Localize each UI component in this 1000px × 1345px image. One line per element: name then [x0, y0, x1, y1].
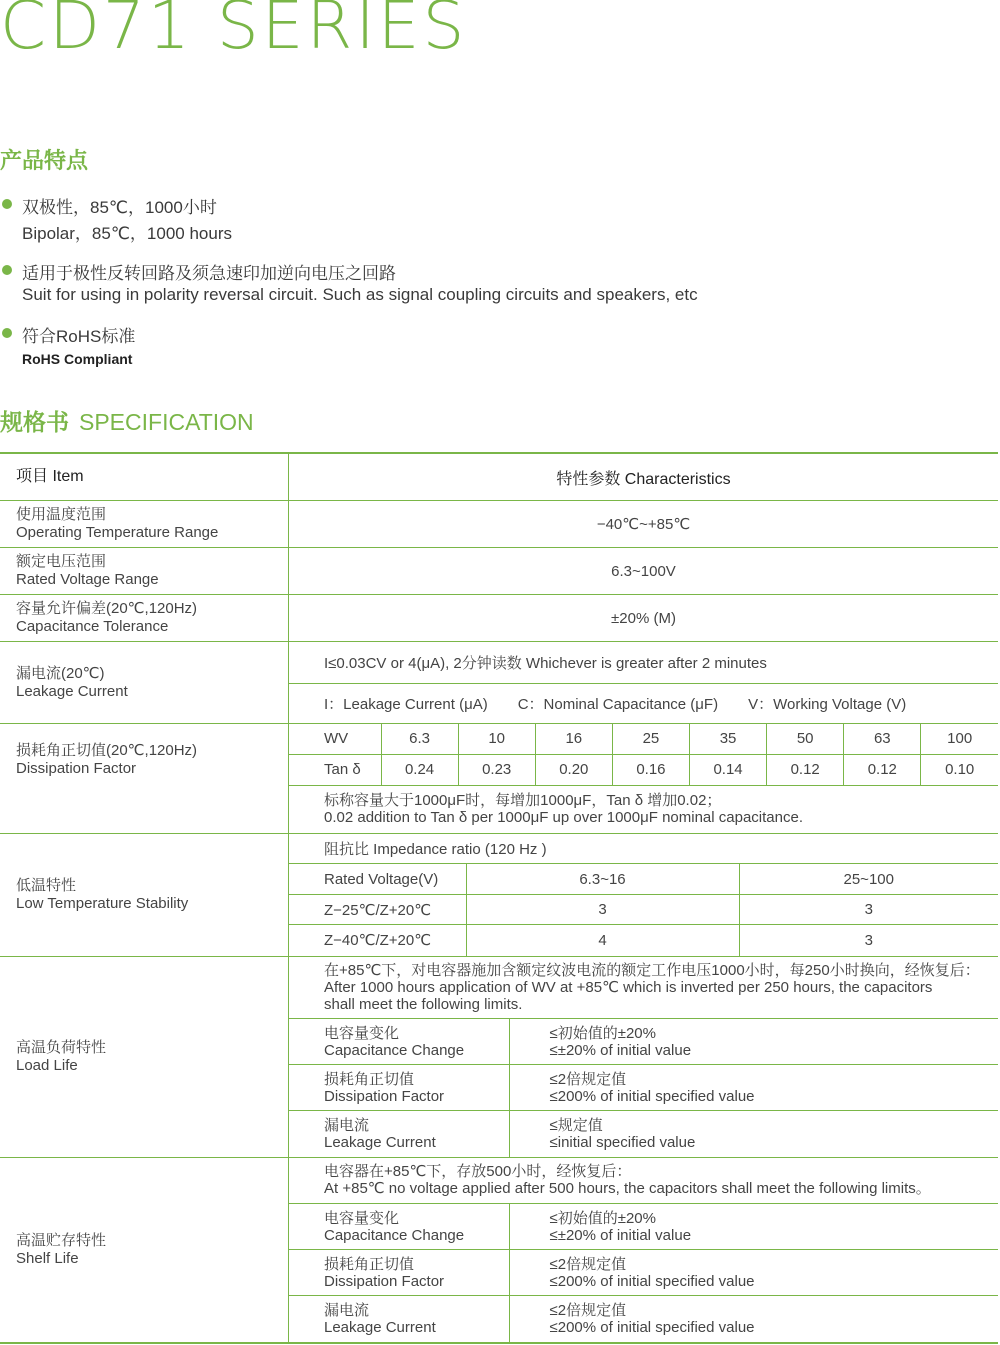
desc-zh: 电容器在+85℃下，存放500小时，经恢复后：: [324, 1163, 632, 1181]
note-en: 0.02 addition to Tan δ per 1000μF up over 1000μF nominal capacitance.: [324, 809, 803, 827]
shelf-row-value: [509, 1250, 998, 1296]
leakage-inner-table: [289, 642, 998, 723]
impedance-row-label: Z−40℃/Z+20℃: [289, 925, 466, 956]
load-life-cell: [289, 956, 999, 1157]
spec-table: [0, 452, 998, 1344]
label-en: Dissipation Factor: [324, 1272, 445, 1290]
wv-cell: 63: [844, 724, 921, 754]
spec-row-shelf-life: [0, 1157, 998, 1343]
item-en: Rated Voltage Range: [16, 571, 159, 588]
tan-cell: 0.10: [921, 754, 998, 785]
desc-zh: 在+85℃下，对电容器施加含额定纹波电流的额定工作电压1000小时，每250小时换向，经恢复后：: [324, 961, 980, 979]
label-zh: 漏电流: [324, 1301, 370, 1319]
desc-en: shall meet the following limits.: [324, 995, 523, 1013]
value-en: ≤±20% of initial value: [549, 1226, 692, 1244]
item-cell: [0, 548, 289, 595]
value-en: ≤initial specified value: [549, 1133, 696, 1151]
value-en: ≤±20% of initial value: [549, 1041, 692, 1059]
wv-label: WV: [289, 724, 381, 754]
wv-cell: 16: [535, 724, 612, 754]
item-cell: [0, 833, 289, 956]
item-zh: 高温负荷特性: [16, 1038, 107, 1056]
wv-cell: 25: [612, 724, 689, 754]
load-row-value: [509, 1111, 998, 1157]
spec-row-tolerance: [0, 595, 998, 642]
item-cell: [0, 956, 289, 1157]
wv-cell: 100: [947, 730, 973, 748]
tan-cell: 0.12: [844, 754, 921, 785]
impedance-value: 3: [466, 895, 739, 925]
item-zh: 漏电流(20℃): [16, 664, 105, 682]
spec-row-temperature: [0, 501, 998, 548]
item-cell: [0, 595, 289, 642]
feature-en: Suit for using in polarity reversal circuit. Such as signal coupling circuits and speakers, etc: [22, 285, 698, 304]
label-zh: 电容量变化: [324, 1209, 400, 1227]
voltage-value: 6.3~100V: [289, 548, 999, 595]
tan-cell: 0.20: [535, 754, 612, 785]
feature-zh: 符合RoHS标准: [22, 327, 136, 346]
load-life-inner-table: [289, 957, 998, 1157]
spec-header-row: [0, 453, 998, 501]
leakage-cell: [289, 642, 999, 724]
item-en: Low Temperature Stability: [16, 894, 189, 912]
load-life-desc: [289, 957, 998, 1019]
item-cell: [0, 642, 289, 724]
value-zh: ≤2倍规定值: [549, 1301, 627, 1319]
value-zh: ≤2倍规定值: [549, 1255, 627, 1273]
value-en: ≤200% of initial specified value: [549, 1272, 755, 1290]
impedance-value: 4: [466, 925, 739, 956]
item-en: Dissipation Factor: [16, 760, 137, 777]
legend-c: C：Nominal Capacitance (μF): [517, 695, 719, 713]
item-zh: 高温贮存特性: [16, 1231, 107, 1249]
item-zh: 容量允许偏差(20℃,120Hz): [16, 600, 198, 617]
rated-voltage-col2: 25~100: [739, 864, 998, 895]
rated-voltage-col1: 6.3~16: [466, 864, 739, 895]
shelf-life-cell: [289, 1157, 999, 1343]
low-temp-inner-table: [289, 834, 998, 956]
shelf-row-value: [509, 1296, 998, 1342]
tan-cell: 0.24: [381, 754, 458, 785]
tan-cell: 0.16: [612, 754, 689, 785]
wv-cell: 35: [690, 724, 767, 754]
label-en: Dissipation Factor: [324, 1087, 445, 1105]
load-row-value: [509, 1019, 998, 1065]
value-en: ≤200% of initial specified value: [549, 1087, 755, 1105]
dissipation-inner-table: [289, 724, 998, 833]
item-en: Capacitance Tolerance: [16, 618, 169, 635]
feature-en: RoHS Compliant: [22, 351, 133, 367]
feature-zh: 适用于极性反转回路及须急速印加逆向电压之回路: [22, 264, 396, 283]
legend-v: V：Working Voltage (V): [748, 695, 907, 713]
spec-row-voltage: [0, 548, 998, 595]
label-zh: 损耗角正切值: [324, 1255, 415, 1273]
leakage-formula: I≤0.03CV or 4(μA), 2分钟读数 Whichever is greater after 2 minutes: [324, 654, 767, 672]
item-cell: [0, 1157, 289, 1343]
tan-cell: 0.14: [690, 754, 767, 785]
item-zh: 损耗角正切值(20℃,120Hz): [16, 742, 198, 759]
label-zh: 漏电流: [324, 1116, 370, 1134]
tan-label: Tan δ: [289, 754, 381, 785]
shelf-row-value: [509, 1204, 998, 1250]
spec-row-low-temp: [0, 833, 998, 956]
tan-cell: 0.23: [458, 754, 535, 785]
header-characteristics: 特性参数 Characteristics: [289, 453, 999, 501]
load-row-label: [289, 1111, 509, 1157]
label-zh: 电容量变化: [324, 1024, 400, 1042]
note-zh: 标称容量大于1000μF时，每增加1000μF，Tan δ 增加0.02；: [324, 792, 722, 810]
feature-zh: 双极性，85℃，1000小时: [22, 198, 217, 217]
label-en: Leakage Current: [324, 1318, 436, 1336]
item-cell: [0, 501, 289, 548]
wv-cell: 6.3: [381, 724, 458, 754]
item-en: Leakage Current: [16, 682, 128, 700]
bullet-icon: [2, 265, 12, 275]
tan-cell: 0.12: [767, 754, 844, 785]
value-en: ≤200% of initial specified value: [549, 1318, 755, 1336]
feature-en: Bipolar，85℃，1000 hours: [22, 224, 232, 243]
header-item: 项目 Item: [0, 453, 289, 501]
legend-i: I：Leakage Current (μA): [324, 695, 488, 713]
load-row-label: [289, 1019, 509, 1065]
spec-row-dissipation: [0, 724, 998, 834]
impedance-row-label: Z−25℃/Z+20℃: [289, 895, 466, 925]
spec-heading: [0, 404, 254, 437]
wv-cell: 10: [458, 724, 535, 754]
label-en: Capacitance Change: [324, 1041, 465, 1059]
label-en: Leakage Current: [324, 1133, 436, 1151]
desc-en: At +85℃ no voltage applied after 500 hours, the capacitors shall meet the following limits。: [324, 1180, 931, 1198]
dissipation-note: [289, 786, 998, 833]
load-row-value: [509, 1065, 998, 1111]
dissipation-cell: [289, 724, 999, 834]
bullet-icon: [2, 199, 12, 209]
value-zh: ≤规定值: [549, 1116, 603, 1134]
impedance-value: 3: [739, 895, 998, 925]
label-en: Capacitance Change: [324, 1226, 465, 1244]
temperature-value: −40℃~+85℃: [289, 501, 999, 548]
item-en: Operating Temperature Range: [16, 524, 219, 541]
spec-heading-en: SPECIFICATION: [79, 409, 254, 435]
spec-row-load-life: [0, 956, 998, 1157]
spec-row-leakage: [0, 642, 998, 724]
item-en: Load Life: [16, 1056, 78, 1074]
wv-cell: 50: [767, 724, 844, 754]
shelf-row-label: [289, 1296, 509, 1342]
impedance-value: 3: [739, 925, 998, 956]
item-en: Shelf Life: [16, 1249, 79, 1267]
label-zh: 损耗角正切值: [324, 1070, 415, 1088]
bullet-icon: [2, 328, 12, 338]
value-zh: ≤2倍规定值: [549, 1070, 627, 1088]
impedance-caption: 阻抗比 Impedance ratio (120 Hz ): [324, 840, 547, 858]
item-cell: [0, 724, 289, 834]
wv-table: [289, 724, 998, 785]
leakage-legend: [289, 683, 998, 723]
low-temp-cell: [289, 833, 999, 956]
shelf-row-label: [289, 1204, 509, 1250]
load-row-label: [289, 1065, 509, 1111]
item-zh: 低温特性: [16, 876, 77, 894]
value-zh: ≤初始值的±20%: [549, 1024, 656, 1042]
shelf-row-label: [289, 1250, 509, 1296]
spec-heading-zh: 规格书: [0, 409, 69, 435]
shelf-life-desc: [289, 1158, 998, 1204]
shelf-life-inner-table: [289, 1158, 998, 1342]
item-zh: 额定电压范围: [16, 553, 107, 570]
desc-en: After 1000 hours application of WV at +85℃ which is inverted per 250 hours, the capacitors: [324, 978, 933, 996]
rated-voltage-label: Rated Voltage(V): [289, 864, 466, 895]
item-zh: 使用温度范围: [16, 506, 107, 523]
series-title: CD71 SERIES: [0, 0, 468, 64]
value-zh: ≤初始值的±20%: [549, 1209, 656, 1227]
tolerance-value: ±20% (M): [289, 595, 999, 642]
features-heading: 产品特点: [0, 148, 89, 173]
